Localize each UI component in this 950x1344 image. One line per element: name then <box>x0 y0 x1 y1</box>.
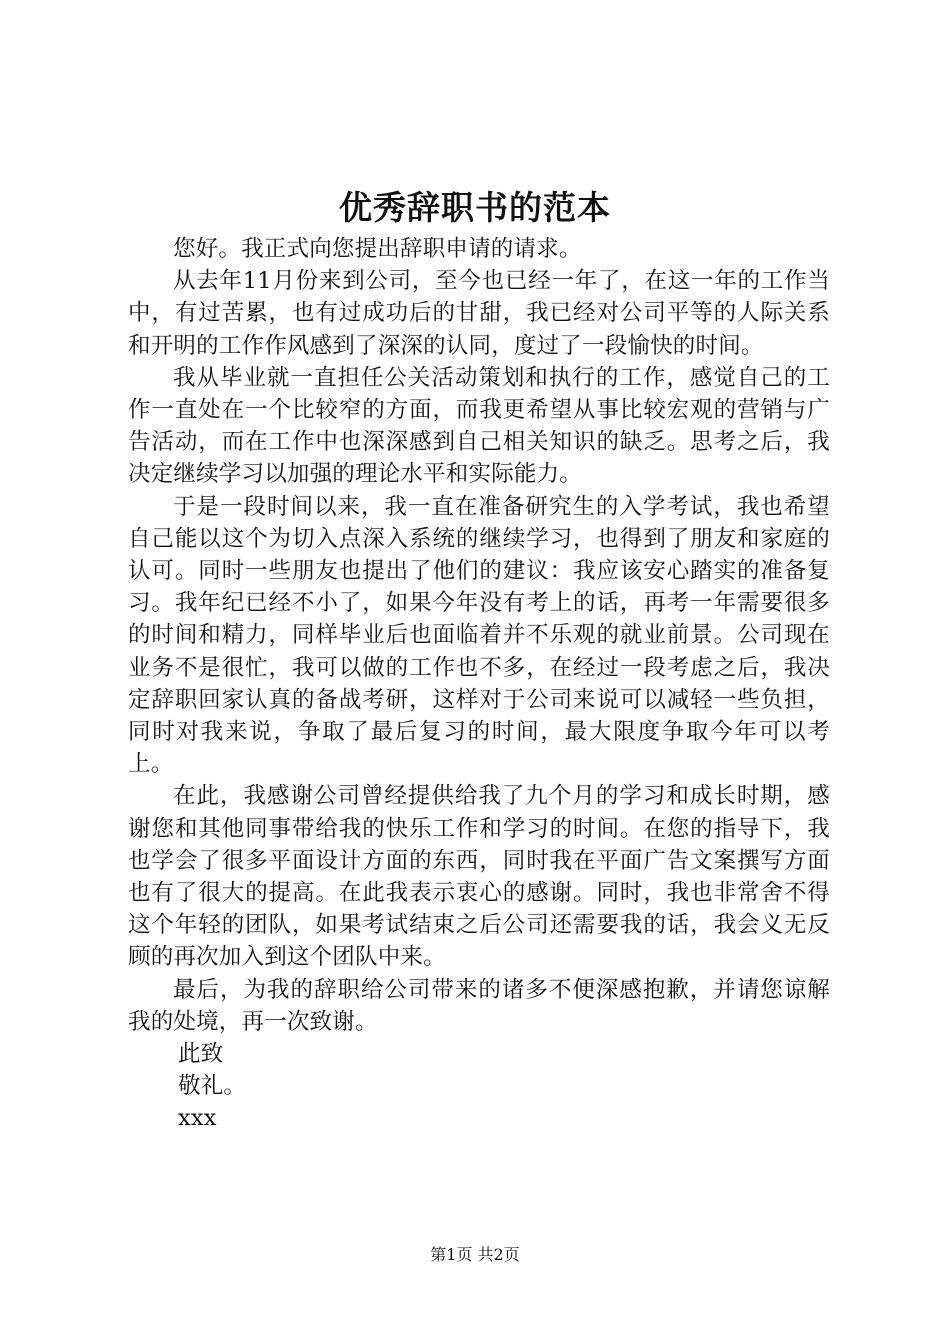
signature-line: xxx <box>178 1105 217 1132</box>
closing-line: 此致 <box>178 1041 224 1068</box>
letter-body <box>128 233 830 1135</box>
greeting-paragraph: 您好。我正式向您提出辞职申请的请求。 <box>173 236 582 262</box>
page-number-footer: 第1页 共2页 <box>430 1245 520 1264</box>
body-paragraph: 在此，我感谢公司曾经提供给我了九个月的学习和成长时期，感谢您和其他同事带给我的快乐工作和学习的时间。在您的指导下，我也学会了很多平面设计方面的东西，同时我在平面广告文案撰写方面也有了很大的提高。在此我表示衷心的感谢。同时，我也非常舍不得这个年轻的团队，如果考试结束之后公司还需要我的话，我会义无反顾的再次加入到这个团队中来。 <box>128 783 830 971</box>
body-paragraph: 从去年11月份来到公司，至今也已经一年了，在这一年的工作当中，有过苦累，也有过成功后的甘甜，我已经对公司平等的人际关系和开明的工作作风感到了深深的认同，度过了一段愉快的时间。 <box>128 268 830 359</box>
body-paragraph: 我从毕业就一直担任公关活动策划和执行的工作，感觉自己的工作一直处在一个比较窄的方面，而我更希望从事比较宏观的营销与广告活动，而在工作中也深深感到自己相关知识的缺乏。思考之后，我决定继续学习以加强的理论水平和实际能力。 <box>128 364 830 488</box>
body-paragraph: 最后，为我的辞职给公司带来的诸多不便深感抱歉，并请您谅解我的处境，再一次致谢。 <box>128 976 830 1035</box>
document-title: 优秀辞职书的范本 <box>339 188 611 227</box>
closing-line: 敬礼。 <box>178 1073 247 1100</box>
body-paragraph: 于是一段时间以来，我一直在准备研究生的入学考试，我也希望自己能以这个为切入点深入系统的继续学习，也得到了朋友和家庭的认可。同时一些朋友也提出了他们的建议：我应该安心踏实的准备复习。我年纪已经不小了，如果今年没有考上的话，再考一年需要很多的时间和精力，同样毕业后也面临着并不乐观的就业前景。公司现在业务不是很忙，我可以做的工作也不多，在经过一段考虑之后，我决定辞职回家认真的备战考研，这样对于公司来说可以减轻一些负担，同时对我来说，争取了最后复习的时间，最大限度争取今年可以考上。 <box>128 493 830 778</box>
